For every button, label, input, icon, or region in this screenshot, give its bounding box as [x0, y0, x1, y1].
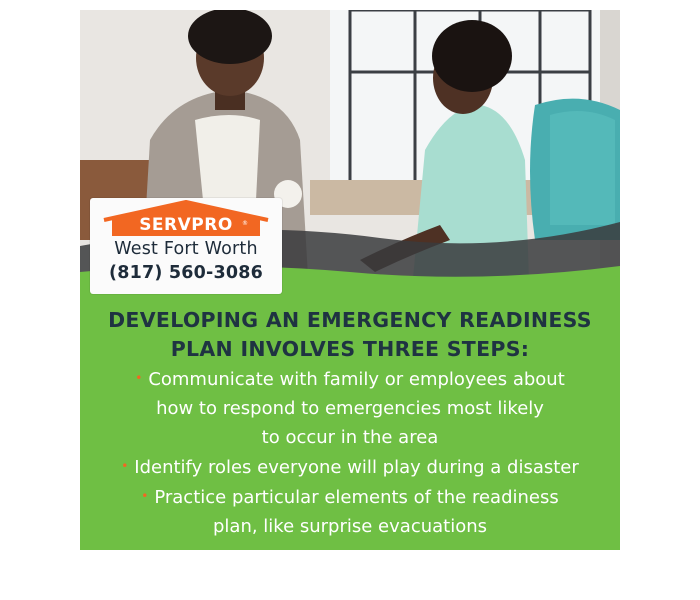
servpro-house-icon: [90, 198, 282, 242]
servpro-brand-text: SERVPRO: [139, 215, 233, 235]
step-3: [80, 482, 620, 541]
steps-list: [80, 364, 620, 541]
logo-phone: (817) 560-3086: [109, 263, 263, 283]
heading-line-2: PLAN INVOLVES THREE STEPS:: [170, 337, 530, 361]
servpro-logo-box: [90, 198, 282, 294]
step-3-line-1: • Practice particular elements of the readiness: [141, 487, 559, 508]
info-graphic-card: [80, 10, 620, 550]
step-1-line-2: how to respond to emergencies most likely: [156, 398, 544, 419]
bullet-icon: •: [141, 489, 149, 503]
bullet-icon: •: [135, 371, 143, 385]
step-2-line-1: • Identify roles everyone will play during a disaster: [121, 457, 579, 478]
heading: [80, 306, 620, 364]
step-1-line-1: • Communicate with family or employees about: [135, 369, 565, 390]
step-3-line-2: plan, like surprise evacuations: [212, 516, 488, 537]
bullet-icon: •: [121, 459, 129, 473]
step-1: [80, 364, 620, 452]
step-2: [80, 452, 620, 482]
step-1-line-3: to occur in the area: [261, 427, 439, 448]
heading-line-1: DEVELOPING AN EMERGENCY READINESS: [108, 308, 592, 332]
registered-mark: ®: [242, 220, 248, 227]
logo-location: West Fort Worth: [114, 239, 258, 259]
